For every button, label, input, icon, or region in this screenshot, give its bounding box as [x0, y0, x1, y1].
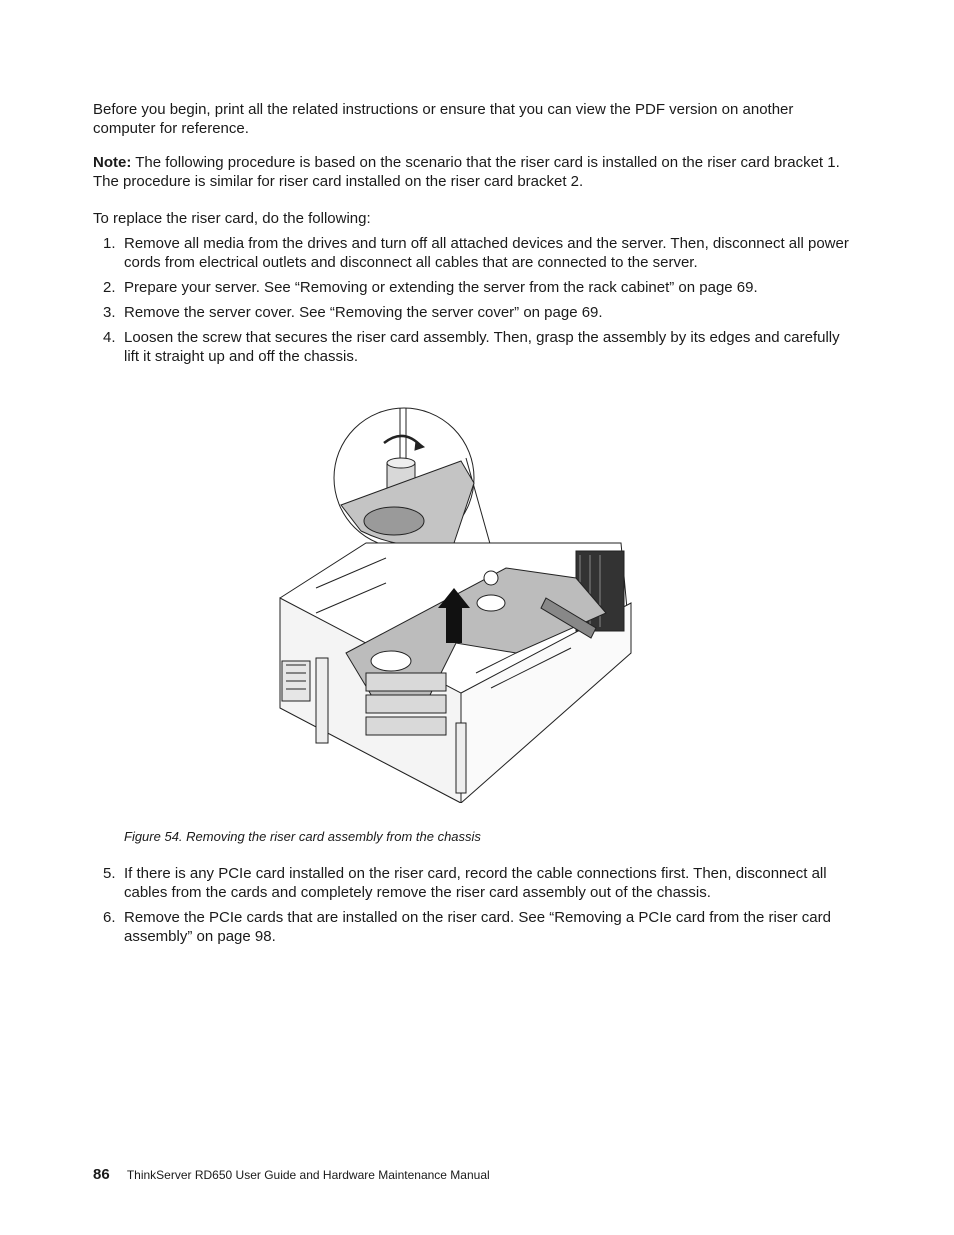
list-item [93, 864, 853, 902]
note-label: Note: [93, 154, 132, 171]
step-number: 3. [103, 304, 116, 321]
step-text: Remove the server cover. See “Removing the server cover” on page 69. [124, 304, 603, 321]
step-number: 5. [103, 865, 116, 882]
step-text: If there is any PCIe card installed on the riser card, record the cable connections first. Then, disconnect all cables from the cards and completely remove the riser card assembly out of the chassis. [124, 865, 827, 901]
note-paragraph [93, 153, 853, 191]
page-number: 86 [93, 1166, 110, 1183]
page-footer [93, 1166, 490, 1183]
intro-paragraph: Before you begin, print all the related instructions or ensure that you can view the PDF version on another computer for reference. [93, 101, 794, 137]
list-item [93, 234, 853, 272]
footer-title: ThinkServer RD650 User Guide and Hardware Maintenance Manual [126, 1168, 490, 1182]
figure-caption: Figure 54. Removing the riser card assembly from the chassis [124, 829, 481, 844]
step-text: Prepare your server. See “Removing or extending the server from the rack cabinet” on page 69. [124, 279, 758, 296]
steps-list [93, 234, 853, 366]
step-text: Remove the PCIe cards that are installed on the riser card. See “Removing a PCIe card from the riser card assembly” on page 98. [124, 909, 831, 945]
step-number: 6. [103, 909, 116, 926]
step-text: Loosen the screw that secures the riser card assembly. Then, grasp the assembly by its edges and carefully lift it straight up and off the chassis. [124, 329, 840, 365]
lead-in: To replace the riser card, do the following: [93, 210, 371, 227]
step-text: Remove all media from the drives and turn off all attached devices and the server. Then, disconnect all power cords from electrical outlets and disconnect all cables that are connected to the server. [124, 235, 849, 271]
list-item [93, 303, 853, 322]
riser-card-removal-illustration [276, 403, 638, 803]
step-number: 1. [103, 235, 116, 252]
list-item [93, 328, 853, 366]
page-body [93, 100, 853, 372]
note-text: The following procedure is based on the scenario that the riser card is installed on the riser card bracket 1. The procedure is similar for riser card installed on the riser card bracket 2. [93, 154, 840, 190]
step-number: 2. [103, 279, 116, 296]
step-number: 4. [103, 329, 116, 346]
list-item [93, 278, 853, 297]
list-item [93, 908, 853, 946]
steps-list-continued [93, 864, 853, 952]
